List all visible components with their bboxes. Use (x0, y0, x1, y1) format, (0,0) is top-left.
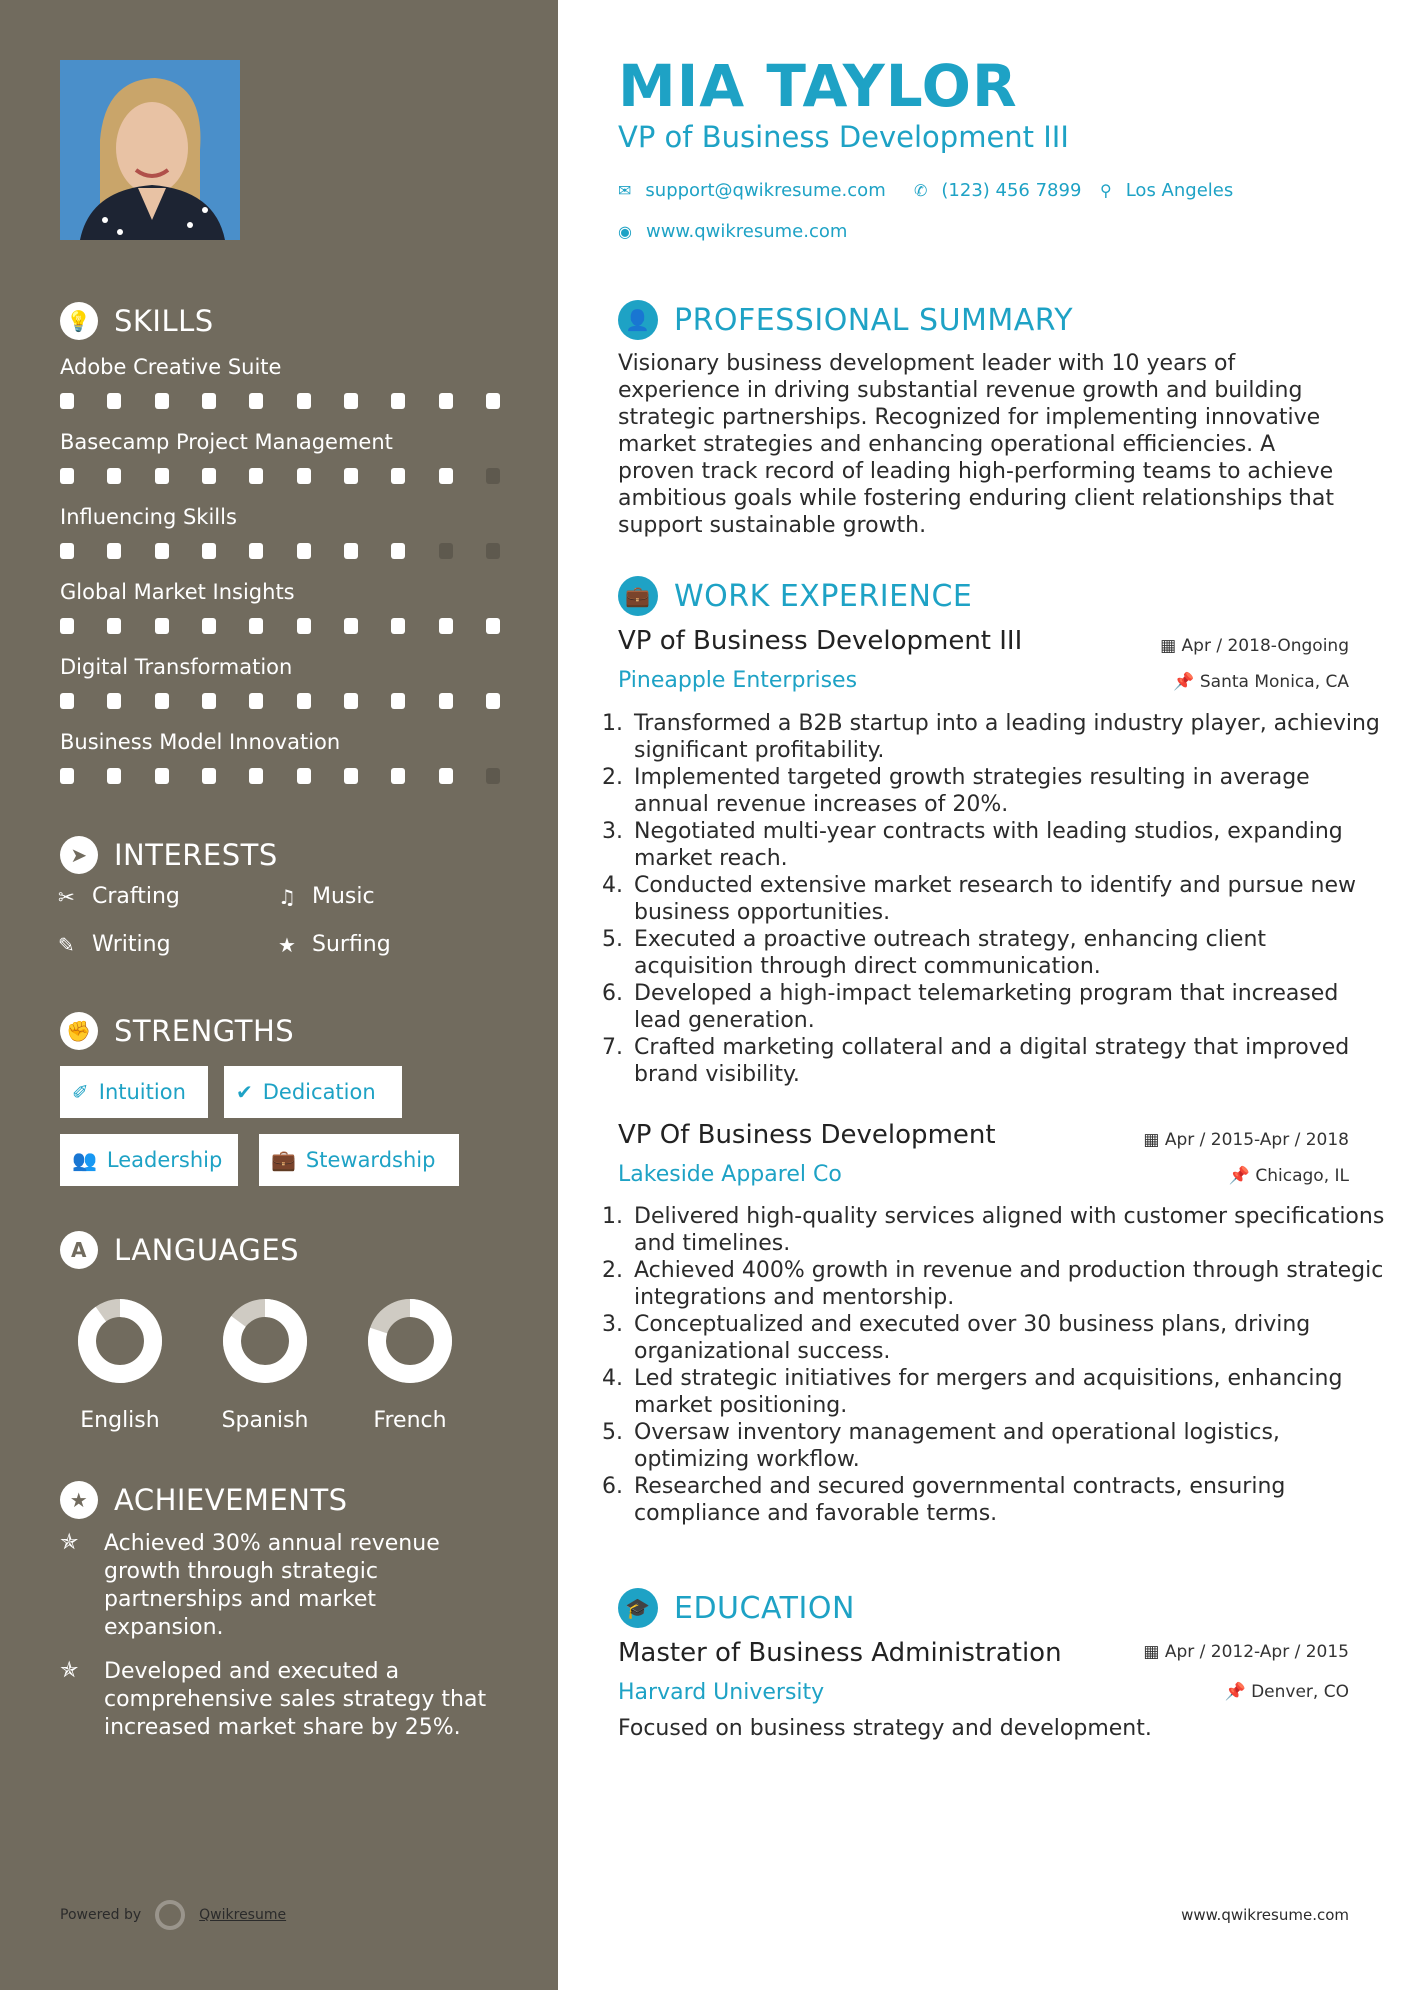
language-level-ring (220, 1296, 310, 1386)
skill-level-dots (60, 543, 500, 559)
skill-level-dot (155, 393, 169, 409)
interest-item: ✎ Writing (58, 932, 171, 957)
language-label: Spanish (221, 1408, 309, 1433)
language-level-ring (75, 1296, 165, 1386)
skill-item (60, 580, 500, 634)
job-location: 📌 Chicago, IL (1228, 1166, 1349, 1186)
strengths-heading: ✊ STRENGTHS (60, 1012, 294, 1050)
skill-level-dot (486, 693, 500, 709)
skill-item (60, 655, 500, 709)
briefcase-icon: 💼 (618, 576, 658, 616)
skill-item (60, 430, 500, 484)
skills-heading: 💡 SKILLS (60, 302, 214, 340)
pushpin-icon: 📌 (1224, 1682, 1246, 1702)
skill-level-dot (60, 543, 74, 559)
skill-level-dot (486, 768, 500, 784)
skill-level-dot (60, 393, 74, 409)
education-school: Harvard University (618, 1680, 825, 1705)
globe-icon: ◉ (618, 222, 632, 241)
music-note-icon: ♫ (278, 884, 296, 909)
envelope-icon: ✉ (618, 181, 632, 200)
skill-level-dot (344, 618, 358, 634)
interest-item: ★ Surfing (278, 932, 391, 957)
languages-heading: A LANGUAGES (60, 1231, 299, 1269)
skill-level-dot (344, 543, 358, 559)
skill-level-dot (486, 393, 500, 409)
pushpin-icon: 📌 (1228, 1166, 1250, 1186)
fist-icon: ✊ (60, 1012, 98, 1050)
skill-name: Adobe Creative Suite (60, 355, 282, 379)
skill-level-dot (60, 768, 74, 784)
qwikresume-logo-icon (155, 1900, 185, 1930)
skill-level-dots (60, 468, 500, 484)
job-bullets (608, 1203, 1390, 1527)
job-bullet: 1. Delivered high-quality services aligned with customer specifications and timelines. (630, 1203, 1390, 1257)
skill-level-dot (202, 393, 216, 409)
job-bullet: 4. Conducted extensive market research to identify and pursue new business opportunities. (630, 872, 1390, 926)
skill-level-dot (249, 693, 263, 709)
skill-level-dots (60, 618, 500, 634)
profile-photo (60, 60, 240, 240)
magic-wand-icon: ✐ (72, 1080, 89, 1104)
skill-level-dot (202, 468, 216, 484)
skill-level-dot (439, 543, 453, 559)
skill-level-dots (60, 693, 500, 709)
trophy-star-icon: ★ (60, 1481, 98, 1519)
job-bullet: 3. Conceptualized and executed over 30 business plans, driving organizational success. (630, 1311, 1390, 1365)
skill-level-dot (439, 618, 453, 634)
job-bullet: 7. Crafted marketing collateral and a digital strategy that improved brand visibility. (630, 1034, 1390, 1088)
skill-level-dot (249, 768, 263, 784)
skill-level-dot (155, 468, 169, 484)
main-content (558, 0, 1407, 1990)
education-dates: ▦ Apr / 2012-Apr / 2015 (1143, 1642, 1349, 1662)
skill-level-dot (249, 468, 263, 484)
skill-level-dot (391, 468, 405, 484)
language-label: English (80, 1408, 160, 1433)
graduation-icon: 🎓 (618, 1588, 658, 1628)
strength-badge-leadership: 👥 Leadership (60, 1134, 238, 1186)
skill-name: Business Model Innovation (60, 730, 341, 754)
achievement-item: ✯ Developed and executed a comprehensive sales strategy that increased market share by 25%. (60, 1658, 487, 1740)
paper-plane-icon: ➤ (60, 836, 98, 874)
skill-level-dots (60, 393, 500, 409)
user-icon: 👤 (618, 300, 658, 340)
lightbulb-icon: 💡 (60, 302, 98, 340)
skill-level-dot (439, 393, 453, 409)
skill-level-dot (439, 468, 453, 484)
skill-item (60, 505, 500, 559)
job-bullets (608, 710, 1390, 1088)
job-bullet: 6. Researched and secured governmental contracts, ensuring compliance and favorable terms. (630, 1473, 1390, 1527)
skill-name: Influencing Skills (60, 505, 237, 529)
skill-level-dot (297, 393, 311, 409)
education-heading: 🎓 EDUCATION (618, 1588, 855, 1628)
footer-url[interactable]: www.qwikresume.com (1181, 1906, 1349, 1924)
skill-level-dot (249, 543, 263, 559)
contact-website[interactable]: ◉ www.qwikresume.com (618, 221, 848, 242)
calendar-icon: ▦ (1143, 1642, 1160, 1662)
skill-item (60, 355, 500, 409)
skill-level-dot (249, 618, 263, 634)
interest-item: ♫ Music (278, 884, 375, 909)
language-ring-fill (87, 1308, 153, 1374)
candidate-name: MIA TAYLOR (618, 52, 1018, 120)
interests-heading: ➤ INTERESTS (60, 836, 278, 874)
skill-level-dot (344, 468, 358, 484)
skill-level-dot (202, 618, 216, 634)
skill-level-dot (107, 768, 121, 784)
experience-heading: 💼 WORK EXPERIENCE (618, 576, 972, 616)
contact-location: ⚲ Los Angeles (1100, 180, 1234, 201)
skill-level-dot (391, 393, 405, 409)
phone-icon: ✆ (914, 181, 928, 200)
skill-level-dot (107, 693, 121, 709)
skill-level-dot (107, 468, 121, 484)
achievement-item: ✯ Achieved 30% annual revenue growth through strategic partnerships and market expansion. (60, 1530, 440, 1640)
strength-badge-dedication: ✔ Dedication (224, 1066, 402, 1118)
calendar-icon: ▦ (1160, 636, 1177, 656)
star-icon: ✯ (60, 1530, 79, 1555)
language-card-icon: A (60, 1231, 98, 1269)
skill-level-dot (391, 618, 405, 634)
star-icon: ✯ (60, 1658, 79, 1683)
job-company: Lakeside Apparel Co (618, 1162, 842, 1187)
skill-level-dot (107, 618, 121, 634)
job-bullet: 4. Led strategic initiatives for mergers and acquisitions, enhancing market positioning. (630, 1365, 1390, 1419)
job-title: VP of Business Development III (618, 626, 1023, 656)
skill-level-dot (391, 768, 405, 784)
skill-level-dot (60, 468, 74, 484)
skill-name: Basecamp Project Management (60, 430, 393, 454)
skill-level-dot (486, 468, 500, 484)
language-level-ring (365, 1296, 455, 1386)
skill-level-dot (439, 693, 453, 709)
job-dates: ▦ Apr / 2015-Apr / 2018 (1143, 1130, 1349, 1150)
contact-email[interactable]: ✉ support@qwikresume.com (618, 180, 886, 201)
language-item (50, 1296, 190, 1433)
skill-level-dot (486, 543, 500, 559)
calendar-icon: ▦ (1143, 1130, 1160, 1150)
users-icon: 👥 (72, 1148, 97, 1172)
job-company: Pineapple Enterprises (618, 668, 858, 693)
job-location: 📌 Santa Monica, CA (1173, 672, 1349, 692)
skill-level-dot (202, 543, 216, 559)
sidebar (0, 0, 558, 1990)
job-bullet: 6. Developed a high-impact telemarketing program that increased lead generation. (630, 980, 1390, 1034)
skill-level-dot (486, 618, 500, 634)
skill-level-dot (202, 693, 216, 709)
skill-level-dot (155, 543, 169, 559)
job-dates: ▦ Apr / 2018-Ongoing (1160, 636, 1349, 656)
skill-level-dot (107, 543, 121, 559)
interest-item: ✂ Crafting (58, 884, 180, 909)
skill-level-dot (297, 768, 311, 784)
skill-name: Digital Transformation (60, 655, 293, 679)
job-bullet: 2. Achieved 400% growth in revenue and production through strategic integrations and mentorship. (630, 1257, 1390, 1311)
contact-phone[interactable]: ✆ (123) 456 7899 (914, 180, 1082, 201)
job-title: VP Of Business Development (618, 1120, 996, 1150)
skill-level-dot (344, 693, 358, 709)
candidate-role: VP of Business Development III (618, 120, 1069, 154)
skill-level-dot (297, 693, 311, 709)
skill-level-dot (297, 618, 311, 634)
skill-level-dot (202, 768, 216, 784)
language-item (340, 1296, 480, 1433)
skill-level-dot (155, 618, 169, 634)
job-bullet: 5. Executed a proactive outreach strategy, enhancing client acquisition through direct communication. (630, 926, 1390, 980)
skill-level-dot (344, 393, 358, 409)
pencil-icon: ✎ (58, 932, 75, 957)
star-icon: ★ (278, 932, 296, 957)
language-item (195, 1296, 335, 1433)
skill-item (60, 730, 500, 784)
qwikresume-link[interactable]: Qwikresume (199, 1907, 287, 1923)
skill-level-dot (297, 468, 311, 484)
map-pin-icon: ⚲ (1100, 181, 1112, 200)
job-bullet: 2. Implemented targeted growth strategies resulting in average annual revenue increases of 20%. (630, 764, 1390, 818)
education-degree: Master of Business Administration (618, 1638, 1062, 1668)
skill-level-dot (60, 693, 74, 709)
skill-level-dot (391, 693, 405, 709)
skill-level-dot (297, 543, 311, 559)
skill-level-dot (439, 768, 453, 784)
skill-level-dot (155, 693, 169, 709)
strength-badge-stewardship: 💼 Stewardship (259, 1134, 459, 1186)
achievements-heading: ★ ACHIEVEMENTS (60, 1481, 348, 1519)
pushpin-icon: 📌 (1173, 672, 1195, 692)
skill-name: Global Market Insights (60, 580, 295, 604)
powered-by: Powered by Qwikresume (60, 1900, 286, 1930)
scissors-icon: ✂ (58, 884, 75, 909)
language-label: French (373, 1408, 447, 1433)
briefcase-icon: 💼 (271, 1148, 296, 1172)
job-bullet: 3. Negotiated multi-year contracts with leading studios, expanding market reach. (630, 818, 1390, 872)
skill-level-dot (391, 543, 405, 559)
skill-level-dot (155, 768, 169, 784)
skill-level-dot (60, 618, 74, 634)
skill-level-dot (344, 768, 358, 784)
skill-level-dots (60, 768, 500, 784)
job-bullet: 5. Oversaw inventory management and operational logistics, optimizing workflow. (630, 1419, 1390, 1473)
job-bullet: 1. Transformed a B2B startup into a leading industry player, achieving significant profitability. (630, 710, 1390, 764)
skill-level-dot (107, 393, 121, 409)
education-location: 📌 Denver, CO (1224, 1682, 1349, 1702)
summary-text: Visionary business development leader with 10 years of experience in driving substantial revenue growth and building strategic partnerships. Recognized for implementing innovative market strategies and enhancing operational efficiencies. A proven track record of leading high-performing teams to achieve ambitious goals while fostering enduring client relationships that support sustainable growth. (618, 351, 1334, 538)
education-description: Focused on business strategy and development. (618, 1716, 1152, 1741)
skill-level-dot (249, 393, 263, 409)
check-circle-icon: ✔ (236, 1080, 253, 1104)
strength-badge-intuition: ✐ Intuition (60, 1066, 208, 1118)
summary-heading: 👤 PROFESSIONAL SUMMARY (618, 300, 1073, 340)
